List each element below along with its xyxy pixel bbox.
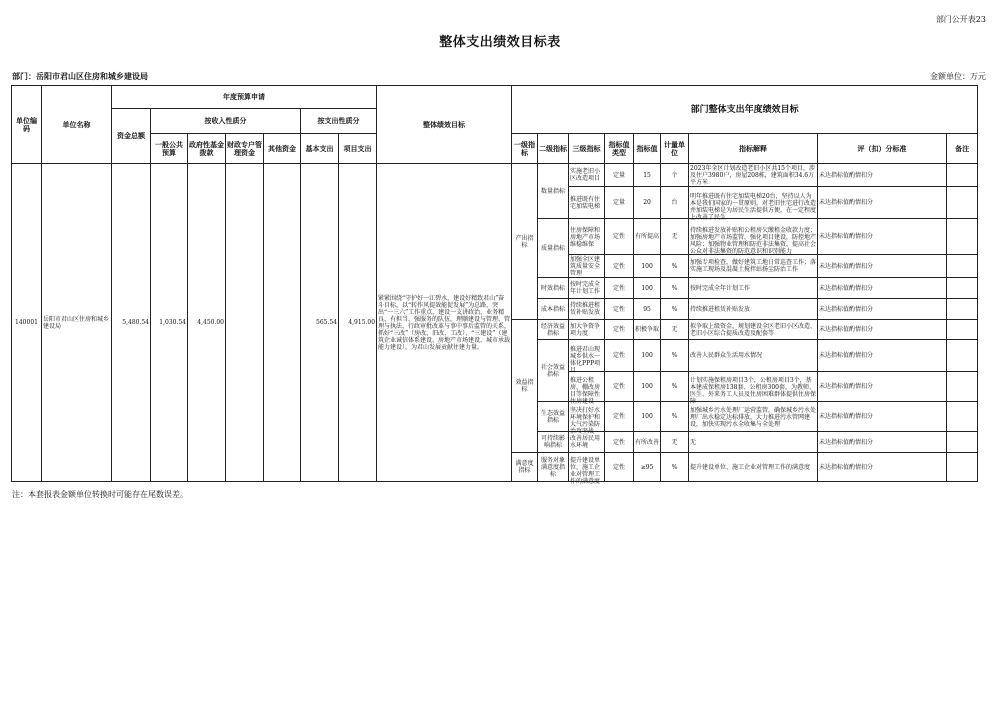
indicator-unit: 无 — [661, 320, 689, 340]
indicator-unit: 个 — [661, 164, 689, 187]
indicator-standard: 未达指标值酌情扣分 — [818, 402, 947, 432]
indicator-unit: % — [661, 278, 689, 299]
indicator-value: 100 — [634, 255, 661, 278]
indicator-standard: 未达指标值酌情扣分 — [818, 219, 947, 255]
footnote: 注：本套报表金额单位转换时可能存在尾数误差。 — [12, 490, 188, 499]
indicator-value: 有所改善 — [634, 432, 661, 453]
table-row — [12, 164, 978, 187]
indicator-explain: 计划实施保租房项目3个，公租房项目3个，基本建成保租房138套、公租房300套，为教师、医生、外来务工人员及住房困难群体提供住房保障 — [689, 372, 818, 402]
indicator-name: 按时完成全年计划工作 — [569, 278, 605, 299]
overall-goal-cell: 紧紧围绕“守护好一江碧水，建设好精致君山”奋斗目标，以“转作风提效能促发展”为总路，突出“一三六”工作重点，建设一支讲政治、业务精良、有担当、强服务的队伍，理顺建设与管理、管理与执法、行政审批改革与事中事后监管的关系，抓好“三改”（房改、旧改、工改）、“三建设”（建筑企业诚信体系建设、房地产市场建设、城市承载能力建设），为君山发展贡献住建力量。 — [377, 164, 512, 482]
indicator-value: 100 — [634, 340, 661, 372]
indicator-unit: % — [661, 255, 689, 278]
header-level1: 一级指标 — [512, 134, 538, 164]
department-label: 部门：岳阳市君山区住房和城乡建设局 — [12, 71, 148, 81]
header-value: 指标值 — [634, 134, 661, 164]
level2-timeliness: 时效指标 — [538, 278, 569, 299]
indicator-remark — [947, 187, 978, 219]
indicator-name: 改善居民用水环境 — [569, 432, 605, 453]
level2-quantity: 数量指标 — [538, 164, 569, 219]
indicator-value: ≥95 — [634, 453, 661, 482]
indicator-unit: 无 — [661, 432, 689, 453]
indicator-standard: 未达指标值酌情扣分 — [818, 255, 947, 278]
indicator-type: 定性 — [605, 453, 634, 482]
indicator-explain: 无 — [689, 432, 818, 453]
header-budget-request: 年度预算申请 — [112, 86, 377, 109]
level2-service: 服务对象满意度指标 — [538, 453, 569, 482]
indicator-unit: % — [661, 453, 689, 482]
indicator-type: 定量 — [605, 187, 634, 219]
indicator-remark — [947, 299, 978, 320]
header-name: 单位名称 — [42, 86, 112, 164]
indicator-value: 20 — [634, 187, 661, 219]
indicator-explain: 加强专项检查，做好建筑工地日常巡查工作；落实施工现场及混凝土搅拌站扬尘防治工作 — [689, 255, 818, 278]
indicator-standard: 未达指标值酌情扣分 — [818, 187, 947, 219]
level2-sustainable: 可持续影响指标 — [538, 432, 569, 453]
indicator-explain: 按时完成全年计划工作 — [689, 278, 818, 299]
header-gov-fund: 政府性基金拨款 — [188, 134, 226, 164]
indicator-name: 实施老旧小区改造项目 — [569, 164, 605, 187]
indicator-remark — [947, 278, 978, 299]
indicator-explain: 2023年全区计划改造老旧小区共15个项目，涉及住户3980户，房屋208栋，建筑面积34.6万平方米 — [689, 164, 818, 187]
indicator-name: 坚决打好水环境保护和大气污染防治攻坚战 — [569, 402, 605, 432]
header-level3: 三级指标 — [569, 134, 605, 164]
header-total: 资金总额 — [112, 109, 151, 164]
total-amount-cell: 5,480.54 — [112, 164, 151, 482]
indicator-remark — [947, 255, 978, 278]
indicator-standard: 未达指标值酌情扣分 — [818, 299, 947, 320]
table-number-label: 部门公开表23 — [935, 15, 986, 24]
amount-unit-label: 金额单位：万元 — [930, 72, 986, 81]
other-fund-cell — [264, 164, 301, 482]
indicator-remark — [947, 219, 978, 255]
indicator-standard: 未达指标值酌情扣分 — [818, 320, 947, 340]
level2-economic: 经济效益指标 — [538, 320, 569, 340]
indicator-value: 95 — [634, 299, 661, 320]
indicator-value: 积极争取 — [634, 320, 661, 340]
indicator-standard: 未达指标值酌情扣分 — [818, 453, 947, 482]
indicator-type: 定性 — [605, 432, 634, 453]
indicator-remark — [947, 320, 978, 340]
indicator-type: 定性 — [605, 340, 634, 372]
header-dept-goal: 部门整体支出年度绩效目标 — [512, 86, 978, 134]
level2-quality: 质量指标 — [538, 219, 569, 278]
indicator-explain: 持续推进发放补贴和公租房欠缴租金收款力度；加强房地产市场监管，强化项目建设，防控地产风险；加强物业管理和防范非法集资，提高社会公众对非法集资的防范意识和识别能力 — [689, 219, 818, 255]
indicator-name: 推进既有住宅加装电梯 — [569, 187, 605, 219]
indicator-standard: 未达指标值酌情扣分 — [818, 432, 947, 453]
indicator-name: 推进君山现城乡供水一体化PPP项目 — [569, 340, 605, 372]
indicator-remark — [947, 372, 978, 402]
fiscal-special-cell — [226, 164, 264, 482]
indicator-standard: 未达指标值酌情扣分 — [818, 164, 947, 187]
general-budget-cell: 1,030.54 — [151, 164, 188, 482]
header-code: 单位编码 — [12, 86, 42, 164]
performance-goal-table — [11, 85, 978, 485]
basic-expense-cell: 565.54 — [301, 164, 339, 482]
indicator-type: 定性 — [605, 219, 634, 255]
indicator-name: 持续推进租赁补贴发放 — [569, 299, 605, 320]
indicator-remark — [947, 402, 978, 432]
level2-ecological: 生态效益指标 — [538, 402, 569, 432]
indicator-standard: 未达指标值酌情扣分 — [818, 372, 947, 402]
header-by-income: 按收入性质分 — [151, 109, 301, 134]
header-basic-expense: 基本支出 — [301, 134, 339, 164]
indicator-remark — [947, 164, 978, 187]
indicator-value: 100 — [634, 402, 661, 432]
indicator-unit: % — [661, 299, 689, 320]
level1-benefit: 效益指标 — [512, 320, 538, 453]
indicator-name: 推进公租房、棚改房目等保障性住房建设 — [569, 372, 605, 402]
header-by-expense: 按支出性质分 — [301, 109, 377, 134]
indicator-type: 定性 — [605, 320, 634, 340]
level1-satisfaction: 满意度指标 — [512, 453, 538, 482]
unit-name-cell: 岳阳市君山区住房和城乡建设局 — [42, 164, 112, 482]
header-level2: 二级指标 — [538, 134, 569, 164]
level1-output: 产出指标 — [512, 164, 538, 320]
header-project-expense: 项目支出 — [339, 134, 377, 164]
indicator-value: 15 — [634, 164, 661, 187]
indicator-type: 定性 — [605, 402, 634, 432]
indicator-standard: 未达指标值酌情扣分 — [818, 278, 947, 299]
header-explain: 指标解释 — [689, 134, 818, 164]
indicator-name: 住房保障和房地产市场维稳维保 — [569, 219, 605, 255]
header-standard: 评（扣）分标准 — [818, 134, 947, 164]
indicator-standard: 未达指标值酌情扣分 — [818, 340, 947, 372]
indicator-unit: % — [661, 372, 689, 402]
header-general-budget: 一般公共预算 — [151, 134, 188, 164]
indicator-value: 100 — [634, 372, 661, 402]
indicator-value: 100 — [634, 278, 661, 299]
page-title: 整体支出绩效目标表 — [439, 35, 561, 50]
indicator-name: 加大争资争项力度 — [569, 320, 605, 340]
indicator-explain: 持续推进租赁补贴发放 — [689, 299, 818, 320]
indicator-unit: 台 — [661, 187, 689, 219]
indicator-name: 加强全区建筑质量安全管理 — [569, 255, 605, 278]
indicator-type: 定性 — [605, 278, 634, 299]
indicator-unit: 无 — [661, 219, 689, 255]
header-unit: 计量单位 — [661, 134, 689, 164]
indicator-explain: 提升建设单位、施工企业对管理工作的满意度 — [689, 453, 818, 482]
project-expense-cell: 4,915.00 — [339, 164, 377, 482]
indicator-unit: % — [661, 340, 689, 372]
gov-fund-cell: 4,450.00 — [188, 164, 226, 482]
header-overall-goal: 整体绩效目标 — [377, 86, 512, 164]
indicator-type: 定性 — [605, 372, 634, 402]
level2-social: 社会效益指标 — [538, 340, 569, 402]
unit-code-cell: 140001 — [12, 164, 42, 482]
indicator-explain: 加强城乡污水处理厂运营监管，确保城乡污水处理厂出水稳定达标排放，大力推进污水管网建设，加快实现污水全收集与全处理 — [689, 402, 818, 432]
header-value-type: 指标值类型 — [605, 134, 634, 164]
indicator-name: 提升建设单位、施工企业对管理工作的满意度 — [569, 453, 605, 482]
indicator-value: 有所提高 — [634, 219, 661, 255]
indicator-explain: 改善人民群众生活用水情况 — [689, 340, 818, 372]
indicator-remark — [947, 432, 978, 453]
indicator-remark — [947, 340, 978, 372]
header-other-fund: 其他资金 — [264, 134, 301, 164]
level2-cost: 成本指标 — [538, 299, 569, 320]
header-remark: 备注 — [947, 134, 978, 164]
indicator-type: 定量 — [605, 164, 634, 187]
header-fiscal-special: 财政专户管理资金 — [226, 134, 264, 164]
indicator-explain: 拟争取上级资金，规划建设全区老旧小区改造、老旧小区综合提质改造及配套等 — [689, 320, 818, 340]
indicator-unit: % — [661, 402, 689, 432]
indicator-type: 定性 — [605, 255, 634, 278]
indicator-type: 定性 — [605, 299, 634, 320]
indicator-remark — [947, 453, 978, 482]
indicator-explain: 明年推进既有住宅加装电梯20台，坚持以人为本是我们国家的一贯原则，对老旧住宅进行改造并加装电梯是为居民生活提供方便，在一定程度上改善了民生 — [689, 187, 818, 219]
